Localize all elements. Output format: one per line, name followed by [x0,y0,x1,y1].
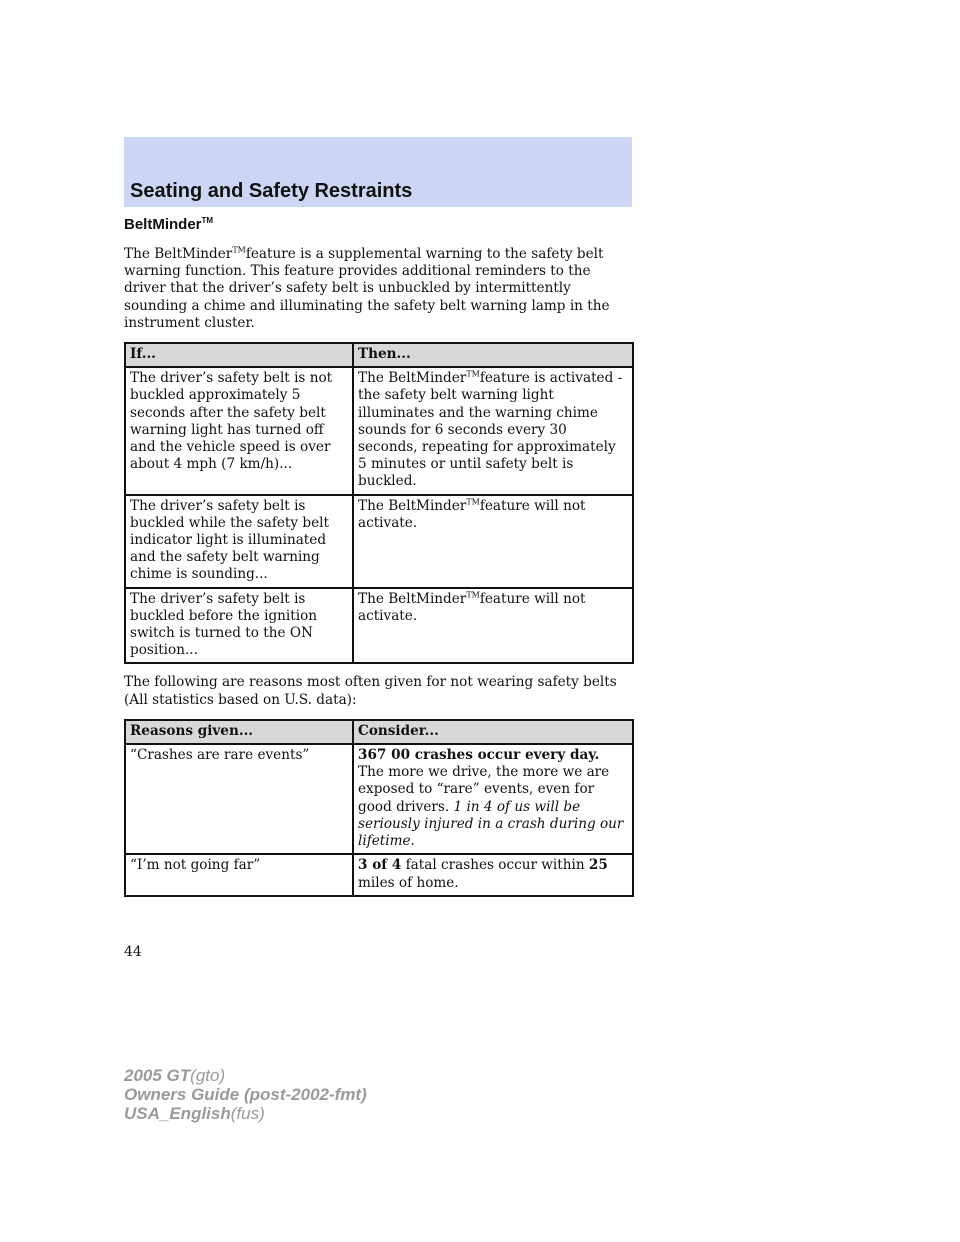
table-row [125,588,633,664]
footer-line-3 [124,1104,367,1123]
consider-bold-text: 367 00 crashes occur every day. [358,747,600,764]
beltminder-heading [124,216,632,234]
footer-language: USA_English [124,1104,231,1123]
table-row [125,495,633,588]
column-header-if: If... [125,343,353,367]
consider-bold-text: 25 [588,857,608,874]
then-cell [353,588,633,664]
then-text-start: The BeltMinder [358,497,467,514]
footer-model-code: (gto) [190,1066,226,1085]
table-header-row [125,343,633,367]
trademark-symbol: TM [466,590,480,600]
table-header-row [125,720,633,744]
intro-text-rest: feature is a supplemental warning to the safety belt warning function. This feature provides additional reminders to the driver that the driver’s safety belt is unbuckled by intermittently sounding a chime and illuminating the safety belt warning lamp in the instrument cluster. [124,246,610,331]
consider-cell [353,744,633,854]
beltminder-heading-text: BeltMinder [124,216,202,233]
if-cell: The driver’s safety belt is buckled before the ignition switch is turned to the ON position... [125,588,353,664]
intro-paragraph [124,246,632,332]
footer-line-1 [124,1066,367,1085]
page-section-title: Seating and Safety Restraints [130,180,413,202]
beltminder-conditions-table [124,342,634,664]
page-content [124,216,632,907]
document-footer [124,1066,367,1123]
footer-model: 2005 GT [124,1066,191,1085]
then-text-rest: feature will not activate. [358,590,586,624]
footer-language-code: (fus) [230,1104,265,1123]
trademark-symbol: TM [466,369,480,379]
consider-italic-text: 1 in 4 of us will be seriously injured in a crash during our lifetime. [358,798,624,850]
then-text-rest: feature will not activate. [358,497,586,531]
footer-line-2: Owners Guide (post-2002-fmt) [124,1085,367,1104]
reason-cell: “Crashes are rare events” [125,744,353,854]
consider-text: fatal crashes occur within [401,857,589,874]
trademark-symbol: TM [232,245,246,255]
if-cell: The driver’s safety belt is not buckled approximately 5 seconds after the safety belt warning light has turned off and the vehicle speed is over about 4 mph (7 km/h)... [125,367,353,494]
consider-text: miles of home. [358,874,459,891]
reasons-table [124,719,634,897]
column-header-then: Then... [353,343,633,367]
column-header-consider: Consider... [353,720,633,744]
then-cell [353,367,633,494]
then-text-start: The BeltMinder [358,370,467,387]
table-row [125,854,633,895]
intro-text-start: The BeltMinder [124,246,233,262]
page-number: 44 [124,944,142,960]
reasons-intro-paragraph: The following are reasons most often given for not wearing safety belts (All statistics based on U.S. data): [124,674,617,708]
column-header-reasons: Reasons given... [125,720,353,744]
then-cell [353,495,633,588]
table-row [125,367,633,494]
consider-cell [353,854,633,895]
table-row [125,744,633,854]
consider-bold-text: 3 of 4 [358,857,402,874]
trademark-symbol: TM [201,216,214,225]
consider-text: The more we drive, the more we are exposed to “rare” events, even for good drivers. [358,764,610,815]
trademark-symbol: TM [466,497,480,507]
then-text-start: The BeltMinder [358,590,467,607]
if-cell: The driver’s safety belt is buckled while the safety belt indicator light is illuminated and the safety belt warning chime is sounding... [125,495,353,588]
then-text-rest: feature is activated - the safety belt warning light illuminates and the warning chime sounds for 6 seconds every 30 seconds, repeating for approximately 5 minutes or until safety belt is buckled. [358,370,623,490]
reason-cell: “I’m not going far” [125,854,353,895]
